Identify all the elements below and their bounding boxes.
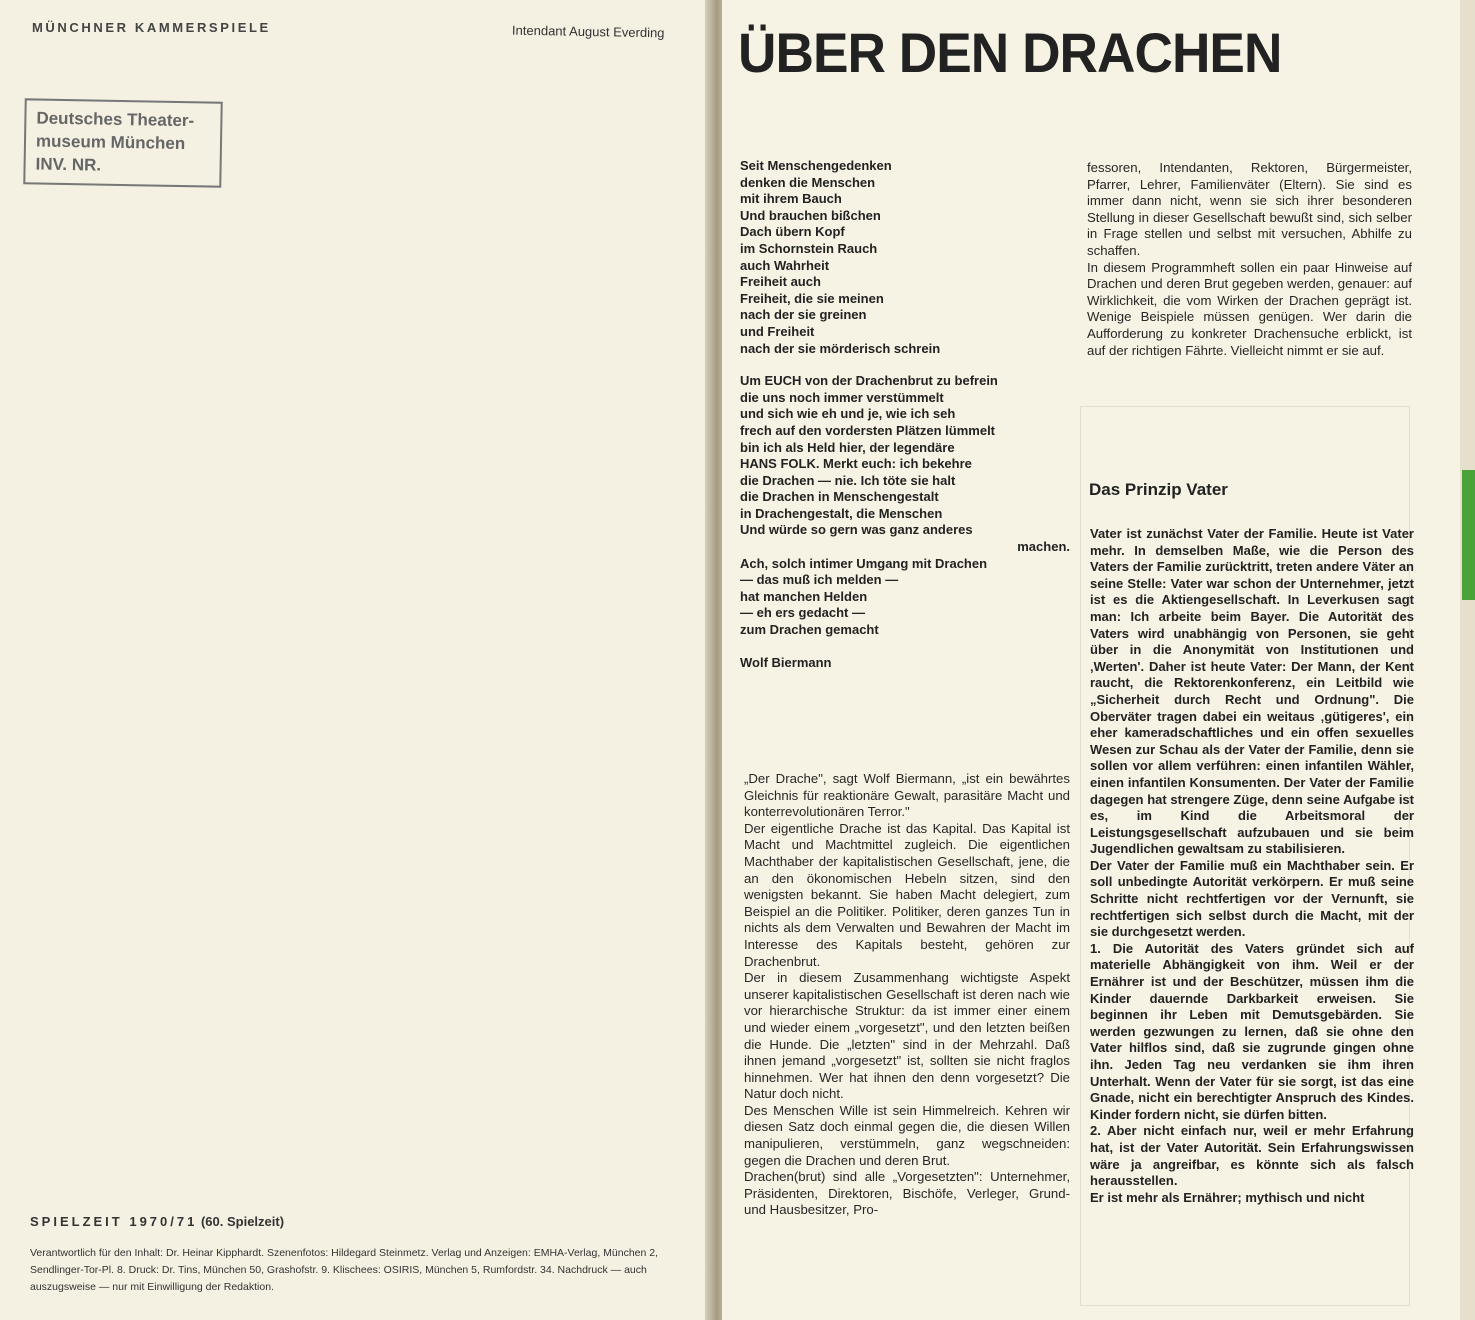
- poem-line: Freiheit, die sie meinen: [740, 290, 884, 306]
- poem-line: in Drachengestalt, die Menschen: [740, 505, 943, 521]
- inventory-stamp: [23, 98, 222, 187]
- season-line: [30, 1214, 284, 1229]
- poem-line: mit ihrem Bauch: [740, 191, 842, 207]
- poem-line: Dach übern Kopf: [740, 224, 845, 240]
- paragraph: Des Menschen Wille ist sein Himmelreich. Kehren wir diesen Satz doch einmal gegen die, die diesen Willen manipulieren, verstümmeln, ganz wegschneiden: gegen die Drachen und deren Brut.: [744, 1102, 1070, 1168]
- article-column-right-top: [1087, 160, 1412, 359]
- paragraph: Der Vater der Familie muß ein Machthaber sein. Er soll unbedingte Autorität verkörpern. Er muß seine Schritte nicht rechtfertigen vor der Vernunft, sie rechtfertigen sich selbst durch die Macht, mit der sie durchgesetzt werden.: [1090, 857, 1414, 940]
- poem-line: auch Wahrheit: [740, 257, 830, 273]
- paragraph: 2. Aber nicht einfach nur, weil er mehr Erfahrung hat, ist der Vater Autorität. Sein Erfahrungswissen wäre ja angreifbar, es könnte sich als falsch herausstellen.: [1090, 1123, 1414, 1189]
- imprint-credits: Verantwortlich für den Inhalt: Dr. Heinar Kipphardt. Szenenfotos: Hildegard Steinmetz. Verlag und Anzeigen: EMHA-Verlag, München 2, Sendlinger-Tor-Pl. 8. Druck: Dr. Tins, München 50, Grashofstr. 9. Klischees: OSIRIS, München 5, Rumfordstr. 34. Nachdruck — auch auszugsweise — nur mit Einwilligung der Redaktion.: [30, 1247, 659, 1293]
- poem-line: machen.: [1017, 539, 1070, 555]
- poem-author: Wolf Biermann: [740, 654, 832, 670]
- paragraph: Der eigentliche Drache ist das Kapital. Das Kapital ist Macht und Machtmittel zugleich. Die eigentlichen Machthaber der kapitalistischen Gesellschaft, jene, die an den ökonomischen Hebeln sitzen, sind den wenigsten bekannt. Sie haben Macht delegiert, zum Beispiel an die Politiker. Politiker, deren ganzes Tun in nichts als dem Verwalten und Bewahren der Macht im Interesse des Kapitals besteht, gehören zur Drachenbrut.: [744, 820, 1070, 969]
- poem-line: Und würde so gern was ganz anderes: [740, 522, 973, 538]
- paragraph: „Der Drache", sagt Wolf Biermann, „ist ein bewährtes Gleichnis für reaktionäre Gewalt, parasitäre Macht und konterrevolutionären Terror.": [744, 771, 1070, 820]
- poem-line: die uns noch immer verstümmelt: [740, 389, 944, 405]
- poem: [740, 158, 1070, 671]
- intendant-line: Intendant August Everding: [511, 22, 665, 41]
- page-title: ÜBER DEN DRACHEN: [738, 21, 1282, 84]
- paragraph: 1. Die Autorität des Vaters gründet sich auf materielle Abhängigkeit von ihm. Weil er der Ernährer ist und der Beschützer, müssen ihm die Kinder dauernde Darkbarkeit erweisen. Sie beginnen ihr Leben mit Demutsgebärden. Sie werden gezwungen zu lernen, daß sie ohne den Vater hilflos sind, daß sie zugrunde gingen ohne ihn. Jeden Tag neu verdanken sie ihm ihren Unterhalt. Wenn der Vater für sie sorgt, ist das eine Gnade, nicht ein berechtigter Anspruch des Kindes. Kinder fordern nicht, sie dürfen bitten.: [1090, 940, 1414, 1122]
- poem-line: Um EUCH von der Drachenbrut zu befrein: [740, 373, 998, 389]
- theater-name: MÜNCHNER KAMMERSPIELE: [32, 20, 271, 35]
- poem-line: Ach, solch intimer Umgang mit Drachen: [740, 555, 988, 571]
- season-label: SPIELZEIT 1970/71: [30, 1214, 198, 1229]
- poem-line: bin ich als Held hier, der legendäre: [740, 439, 955, 455]
- poem-line: — das muß ich melden —: [740, 572, 899, 588]
- poem-line: die Drachen — nie. Ich töte sie halt: [740, 472, 956, 488]
- paragraph: fessoren, Intendanten, Rektoren, Bürgermeister, Pfarrer, Lehrer, Familienväter (Eltern). Sie sind es immer dann nicht, wenn sie sich ihrer besonderen Stellung in dieser Gesellschaft bewußt sind, sich selber in Frage stellen und selbst mit versuchen, Abhilfe zu schaffen.: [1087, 160, 1412, 258]
- paragraph: Er ist mehr als Ernährer; mythisch und nicht: [1090, 1189, 1365, 1205]
- poem-line: denken die Menschen: [740, 174, 876, 190]
- stamp-line: INV. NR.: [35, 154, 102, 175]
- paragraph: Der in diesem Zusammenhang wichtigste Aspekt unserer kapitalistischen Gesellschaft ist deren nach wie vor hierarchische Struktur: da ist immer einer einem und wieder einem „vorgesetzt", und den letzten beißen die Hunde. Die „letzten" sind in der Mehrzahl. Daß ihnen jemand „vorgesetzt" ist, sollten sie nicht fraglos hinnehmen. Wer hat ihnen den denn vorgesetzt? Die Natur doch nicht.: [744, 970, 1070, 1102]
- green-tab-edge: [1462, 470, 1475, 600]
- paragraph: Drachen(brut) sind alle „Vorgesetzten": Unternehmer, Präsidenten, Direktoren, Bischöfe, Verleger, Grund- und Hausbesitzer, Pro-: [744, 1169, 1070, 1218]
- poem-line: frech auf den vordersten Plätzen lümmelt: [740, 422, 996, 438]
- paragraph: Vater ist zunächst Vater der Familie. Heute ist Vater mehr. In demselben Maße, wie die Person des Vaters der Familie zurücktritt, treten andere Väter an seine Stelle: Vater war schon der Unternehmer, jetzt ist es die Aktiengesellschaft. In Leverkusen sagt man: Ich arbeite beim Bayer. Die Autorität des Vaters wird unabhängig von Personen, sie geht über in die Anonymität von Institutionen und ‚Werten'. Daher ist heute Vater: Der Mann, der Kent raucht, die Rektorenkonferenz, ein Leitbild wie „Sicherheit durch Recht und Ordnung". Die Oberväter tragen dabei ein weitaus ‚gütigeres', ein eher kameradschaftliches und ein offen sexuelles Wesen zur Schau als der Vater der Familie, denn sie sollen vor allem verführen: einen infantilen Wähler, einen infantilen Konsumenten. Der Vater der Familie dagegen hat strengere Züge, denn seine Aufgabe ist es, im Kind die Arbeitsmoral der Leistungsgesellschaft aufzubauen und sie beim Jugendlichen gewaltsam zu stabilisieren.: [1090, 526, 1414, 857]
- poem-line: HANS FOLK. Merkt euch: ich bekehre: [740, 456, 972, 472]
- season-note: (60. Spielzeit): [200, 1214, 285, 1229]
- poem-line: und sich wie eh und je, wie ich seh: [740, 406, 956, 422]
- article-column-right-bottom: [1090, 526, 1414, 1206]
- poem-line: — eh ers gedacht —: [740, 605, 865, 621]
- poem-line: die Drachen in Menschengestalt: [740, 489, 939, 505]
- poem-line: nach der sie greinen: [740, 307, 867, 323]
- paragraph: In diesem Programmheft sollen ein paar Hinweise auf Drachen und deren Brut gegeben werden, genauer: auf Wirklichkeit, die vom Wirken der Drachen geprägt ist. Wenige Beispiele müssen genügen. Wer darin die Aufforderung zu konkreter Drachensuche erblickt, ist auf der richtigen Fährte. Vielleicht nimmt er sie auf.: [1087, 259, 1412, 358]
- stamp-line: museum München: [35, 131, 186, 154]
- section-heading: Das Prinzip Vater: [1089, 480, 1228, 499]
- article-column-middle: [744, 771, 1070, 1219]
- poem-stanza-2: [740, 373, 1070, 639]
- poem-line: Seit Menschengedenken: [740, 158, 892, 173]
- poem-line: im Schornstein Rauch: [740, 240, 878, 256]
- poem-line: zum Drachen gemacht: [740, 622, 879, 638]
- poem-line: Und brauchen bißchen: [740, 207, 881, 223]
- poem-line: und Freiheit: [740, 323, 815, 339]
- poem-line: nach der sie mörderisch schrein: [740, 340, 941, 356]
- poem-line: Freiheit auch: [740, 274, 821, 290]
- page-edge: [1460, 0, 1475, 1320]
- poem-stanza-1: [740, 158, 1070, 357]
- left-page: [0, 0, 712, 1320]
- poem-line: hat manchen Helden: [740, 588, 868, 604]
- stamp-line: Deutsches Theater-: [36, 108, 195, 131]
